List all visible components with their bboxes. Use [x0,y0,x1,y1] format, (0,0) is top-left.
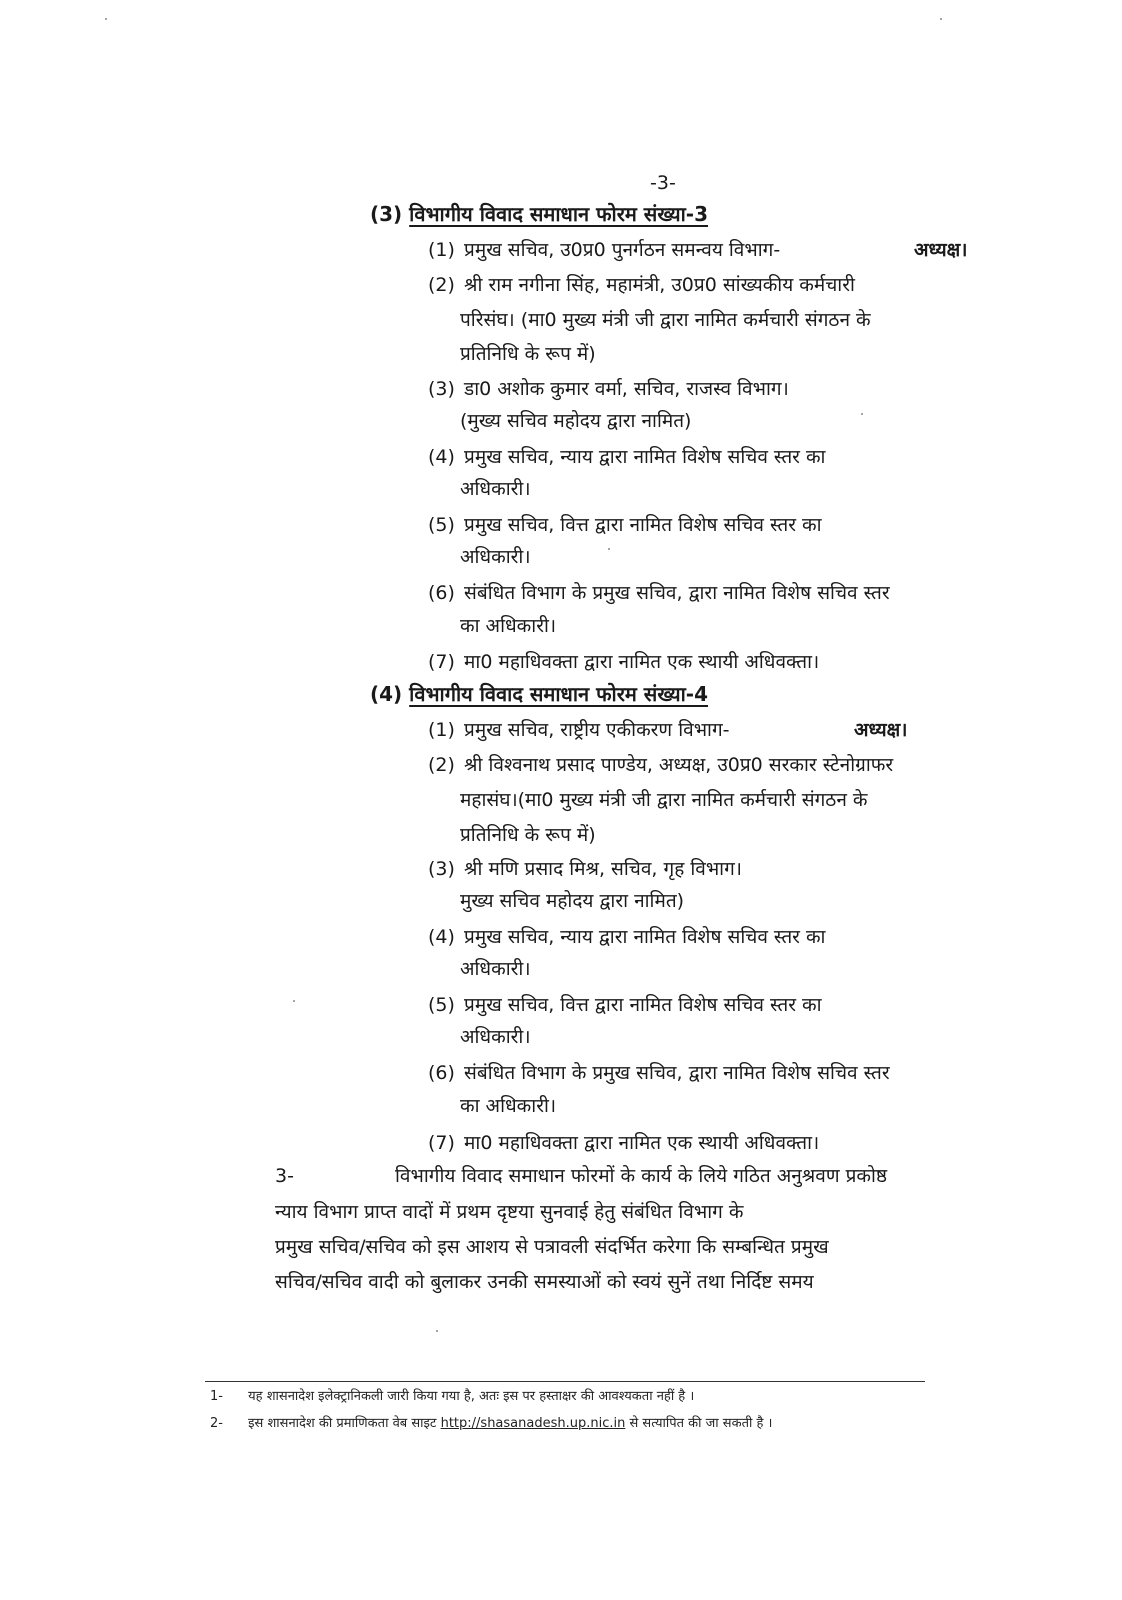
item-number: (2) [428,274,455,296]
item-text: प्रमुख सचिव, न्याय द्वारा नामित विशेष सचिव स्तर का [464,446,826,468]
forum3-number: (3) [370,202,403,226]
item-continuation: परिसंघ। (मा0 मुख्य मंत्री जी द्वारा नामित कर्मचारी संगठन के [460,309,871,331]
forum3-item-4 [428,440,1008,474]
chairman-label: अध्यक्ष। [854,719,908,741]
item-number: (4) [428,446,455,468]
scan-speck [861,413,863,415]
item-text: प्रमुख सचिव, उ0प्र0 पुनर्गठन समन्वय विभाग- [464,239,781,261]
item-text: प्रमुख सचिव, न्याय द्वारा नामित विशेष सचिव स्तर का [464,926,826,948]
footnote-text: से सत्यापित की जा सकती है । [629,1416,773,1431]
scan-speck [436,1330,438,1332]
item-text: प्रमुख सचिव, वित्त द्वारा नामित विशेष सचिव स्तर का [464,514,822,536]
footnote-2 [210,1413,772,1431]
paragraph-line: न्याय विभाग प्राप्त वादों में प्रथम दृष्टया सुनवाई हेतु संबंधित विभाग के [275,1201,744,1223]
forum3-item-6 [428,576,1008,610]
forum4-item-4 [428,920,1008,954]
item-continuation: मुख्य सचिव महोदय द्वारा नामित) [460,890,685,912]
item-number: (1) [428,719,455,741]
item-text: श्री विश्वनाथ प्रसाद पाण्डेय, अध्यक्ष, उ0प्र0 सरकार स्टेनोग्राफर [464,754,894,776]
forum4-item-6 [428,1056,1008,1090]
item-continuation: का अधिकारी। [460,1095,557,1117]
item-text: संबंधित विभाग के प्रमुख सचिव, द्वारा नामित विशेष सचिव स्तर [464,582,890,604]
footnote-text: इस शासनादेश की प्रमाणिकता वेब साइट [248,1416,437,1431]
item-continuation: अधिकारी। [460,478,531,500]
item-continuation: का अधिकारी। [460,615,557,637]
item-number: (7) [428,651,455,673]
scan-speck [105,18,107,20]
scan-speck [608,548,610,550]
item-number: (3) [428,378,455,400]
chairman-label: अध्यक्ष। [914,239,968,261]
footnote-text: यह शासनादेश इलेक्ट्रानिकली जारी किया गया है, अतः इस पर हस्ताक्षर की आवश्यकता नहीं है । [248,1389,695,1404]
forum3-title: विभागीय विवाद समाधान फोरम संख्या-3 [409,202,709,226]
item-continuation: अधिकारी। [460,958,531,980]
forum4-item-5 [428,988,1008,1022]
paragraph-line: सचिव/सचिव वादी को बुलाकर उनकी समस्याओं को स्वयं सुनें तथा निर्दिष्ट समय [275,1271,814,1293]
item-text: मा0 महाधिवक्ता द्वारा नामित एक स्थायी अधिवक्ता। [464,651,820,673]
item-number: (3) [428,858,455,880]
paragraph-number: 3- [275,1165,294,1187]
item-continuation: प्रतिनिधि के रूप में) [460,824,596,846]
verification-website-link[interactable]: http://shasanadesh.up.nic.in [440,1416,626,1431]
footnote-divider [205,1381,925,1382]
forum3-item-7 [428,645,1008,679]
item-number: (7) [428,1132,455,1154]
item-text: संबंधित विभाग के प्रमुख सचिव, द्वारा नामित विशेष सचिव स्तर [464,1062,890,1084]
item-number: (2) [428,754,455,776]
footnote-1 [210,1386,694,1404]
item-continuation: प्रतिनिधि के रूप में) [460,343,596,365]
item-number: (4) [428,926,455,948]
item-number: (6) [428,582,455,604]
item-continuation: अधिकारी। [460,1026,531,1048]
paragraph-line [275,1162,887,1188]
forum3-item-1 [428,233,1008,267]
forum4-item-1 [428,713,1008,747]
scan-speck [293,1000,295,1002]
item-continuation: (मुख्य सचिव महोदय द्वारा नामित) [460,410,692,432]
item-number: (6) [428,1062,455,1084]
footnote-number: 1- [210,1389,223,1404]
item-text: डा0 अशोक कुमार वर्मा, सचिव, राजस्व विभाग। [464,378,789,400]
footnote-number: 2- [210,1416,223,1431]
item-text: प्रमुख सचिव, वित्त द्वारा नामित विशेष सचिव स्तर का [464,994,822,1016]
forum4-item-3 [428,852,1008,886]
item-text: श्री मणि प्रसाद मिश्र, सचिव, गृह विभाग। [464,858,742,880]
item-text: श्री राम नगीना सिंह, महामंत्री, उ0प्र0 सांख्यकीय कर्मचारी [464,274,855,296]
item-continuation: अधिकारी। [460,546,531,568]
item-continuation: महासंघ।(मा0 मुख्य मंत्री जी द्वारा नामित कर्मचारी संगठन के [460,789,868,811]
forum3-heading [370,200,708,227]
forum4-number: (4) [370,682,403,706]
forum4-item-2 [428,748,1008,782]
forum3-item-3 [428,372,1008,406]
item-text: मा0 महाधिवक्ता द्वारा नामित एक स्थायी अधिवक्ता। [464,1132,820,1154]
item-number: (5) [428,514,455,536]
paragraph-text: विभागीय विवाद समाधान फोरमों के कार्य के लिये गठित अनुश्रवण प्रकोष्ठ [395,1165,888,1187]
item-number: (1) [428,239,455,261]
forum4-title: विभागीय विवाद समाधान फोरम संख्या-4 [409,682,709,706]
forum4-heading [370,680,708,707]
forum3-item-2 [428,268,1008,302]
paragraph-line: प्रमुख सचिव/सचिव को इस आशय से पत्रावली संदर्भित करेगा कि सम्बन्धित प्रमुख [275,1236,829,1258]
page-number: -3- [650,172,676,194]
item-number: (5) [428,994,455,1016]
forum3-item-5 [428,508,1008,542]
scan-speck [940,18,942,20]
forum4-item-7 [428,1126,1008,1160]
item-text: प्रमुख सचिव, राष्ट्रीय एकीकरण विभाग- [464,719,730,741]
